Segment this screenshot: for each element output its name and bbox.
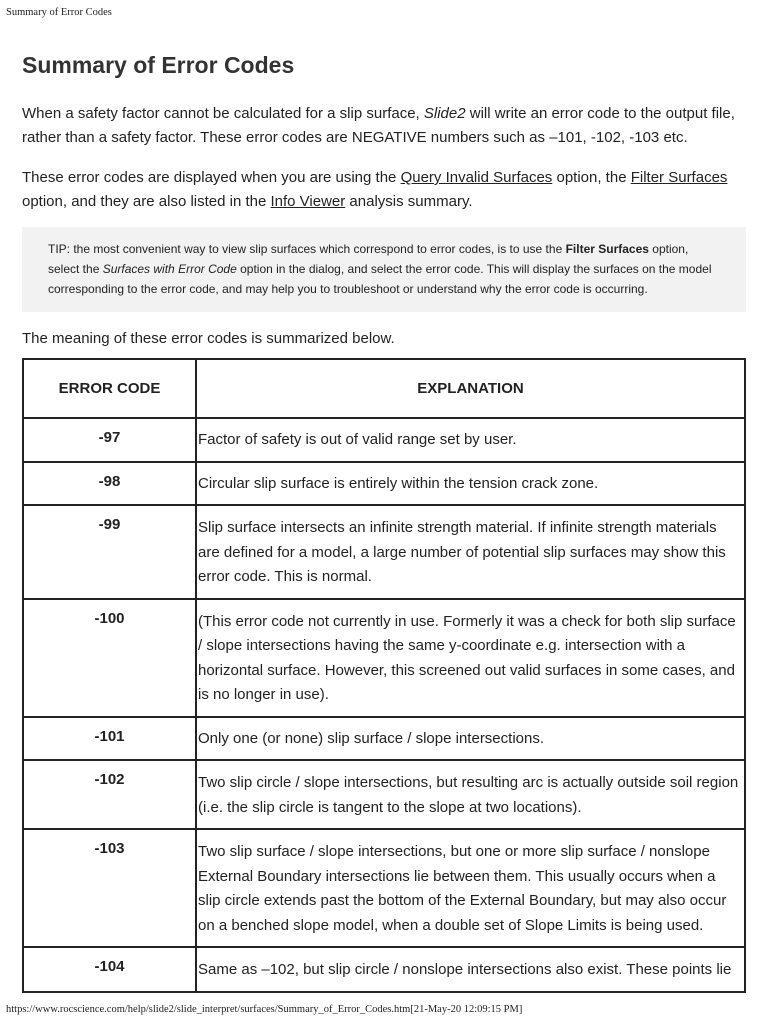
table-row	[23, 717, 745, 761]
error-code-cell: -102	[23, 760, 196, 829]
error-code-cell: -103	[23, 829, 196, 947]
display-text-2: option, the	[552, 169, 631, 186]
summary-line: The meaning of these error codes is summarized below.	[22, 330, 395, 347]
explanation-cell: (This error code not currently in use. Formerly it was a check for both slip surface / slope intersections having the same y-coordinate e.g. intersection with a horizontal surface. However, this screened out valid surfaces in some cases, and is no longer in use).	[196, 599, 745, 717]
tip-filter-surfaces: Filter Surfaces	[565, 242, 649, 256]
software-name: Slide2	[423, 105, 466, 122]
print-footer-url: https://www.rocscience.com/help/slide2/slide_interpret/surfaces/Summary_of_Error_Codes.htm[21-May-20 12:09:15 PM]	[6, 1004, 523, 1015]
tip-box	[22, 227, 746, 312]
table-row	[23, 947, 745, 992]
intro-text-1: When a safety factor cannot be calculated for a slip surface,	[22, 105, 424, 122]
display-text-3: option, and they are also listed in the	[22, 193, 271, 210]
display-text-4: analysis summary.	[345, 193, 473, 210]
display-text-1: These error codes are displayed when you are using the	[22, 169, 401, 186]
table-row	[23, 505, 745, 599]
header-error-code: ERROR CODE	[23, 359, 196, 418]
tip-text-2: option, select the	[48, 242, 689, 276]
page-title: Summary of Error Codes	[22, 52, 295, 78]
tip-text-1: TIP: the most convenient way to view slip surfaces which correspond to error codes, is to use the	[48, 242, 566, 256]
explanation-cell: Factor of safety is out of valid range set by user.	[196, 418, 745, 462]
table-row	[23, 829, 745, 947]
error-codes-table	[22, 358, 746, 993]
filter-surfaces-link[interactable]: Filter Surfaces	[630, 169, 728, 186]
error-code-cell: -100	[23, 599, 196, 717]
error-code-cell: -97	[23, 418, 196, 462]
explanation-cell: Slip surface intersects an infinite strength material. If infinite strength materials are defined for a model, a large number of potential slip surfaces may show this error code. This is normal.	[196, 505, 745, 599]
intro-paragraph	[22, 102, 746, 150]
explanation-cell: Only one (or none) slip surface / slope intersections.	[196, 717, 745, 761]
print-header: Summary of Error Codes	[6, 7, 112, 18]
error-code-cell: -101	[23, 717, 196, 761]
header-explanation: EXPLANATION	[196, 359, 745, 418]
tip-surfaces-with-error-code: Surfaces with Error Code	[102, 262, 237, 276]
info-viewer-link[interactable]: Info Viewer	[270, 193, 346, 210]
error-code-cell: -104	[23, 947, 196, 992]
table-row	[23, 599, 745, 717]
intro-text-2: will write an error code to the output file, rather than a safety factor. These error codes are NEGATIVE numbers such as –101, -102, -103 etc.	[22, 105, 735, 146]
table-row	[23, 462, 745, 506]
table-row	[23, 760, 745, 829]
explanation-cell: Same as –102, but slip circle / nonslope intersections also exist. These points lie	[196, 947, 745, 992]
tip-text-3: option in the dialog, and select the error code. This will display the surfaces on the model corresponding to the error code, and may help you to troubleshoot or understand why the error code is occurring.	[48, 262, 712, 296]
query-invalid-surfaces-link[interactable]: Query Invalid Surfaces	[400, 169, 553, 186]
explanation-cell: Two slip surface / slope intersections, but one or more slip surface / nonslope External Boundary intersections lie between them. This usually occurs when a slip circle extends past the bottom of the External Boundary, but may also occur on a benched slope model, when a double set of Slope Limits is being used.	[196, 829, 745, 947]
table-row	[23, 418, 745, 462]
error-code-cell: -99	[23, 505, 196, 599]
error-code-cell: -98	[23, 462, 196, 506]
display-paragraph	[22, 166, 746, 214]
explanation-cell: Two slip circle / slope intersections, but resulting arc is actually outside soil region (i.e. the slip circle is tangent to the slope at two locations).	[196, 760, 745, 829]
explanation-cell: Circular slip surface is entirely within the tension crack zone.	[196, 462, 745, 506]
table-header-row	[23, 359, 745, 418]
